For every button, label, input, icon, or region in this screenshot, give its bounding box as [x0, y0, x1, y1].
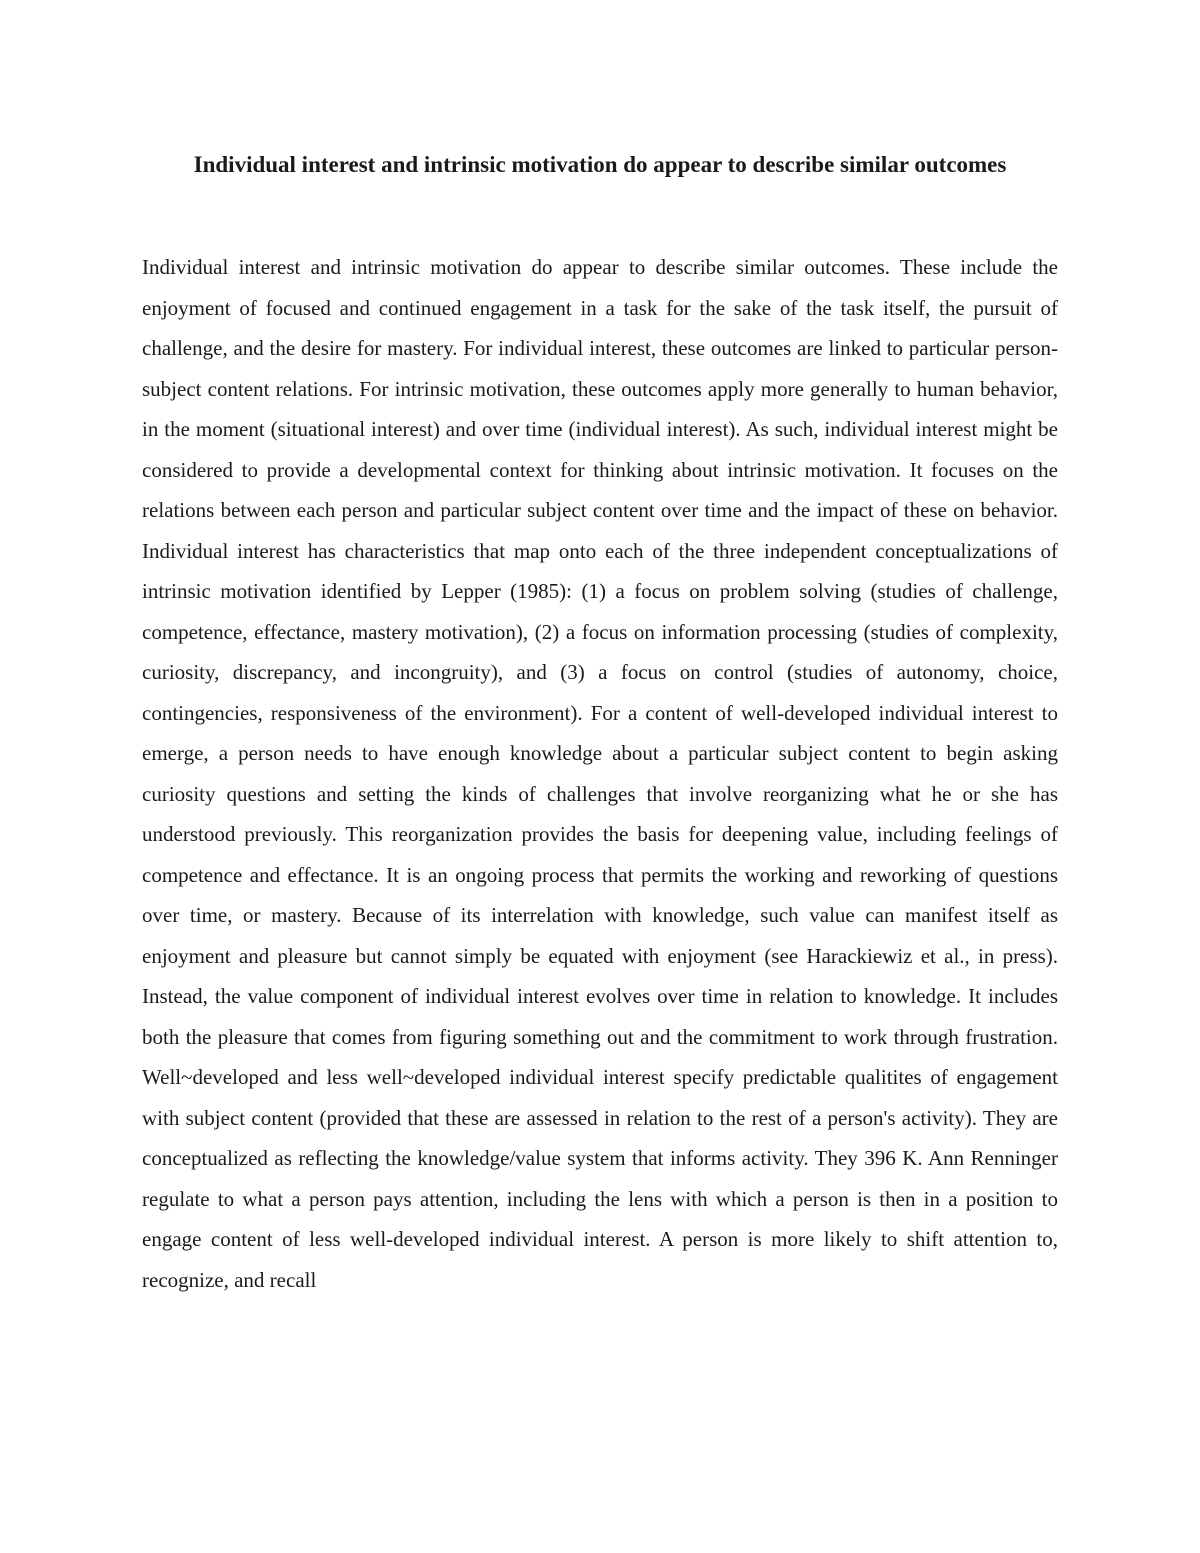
document-title: Individual interest and intrinsic motivation do appear to describe similar outcomes	[193, 152, 1007, 177]
document-body-paragraph: Individual interest and intrinsic motivation do appear to describe similar outcomes. These include the enjoyment of focused and continued engagement in a task for the sake of the task itself, the pursuit of challenge, and the desire for mastery. For individual interest, these outcomes are linked to particular person-subject content relations. For intrinsic motivation, these outcomes apply more generally to human behavior, in the moment (situational interest) and over time (individual interest). As such, individual interest might be considered to provide a developmental context for thinking about intrinsic motivation. It focuses on the relations between each person and particular subject content over time and the impact of these on behavior. Individual interest has characteristics that map onto each of the three independent conceptualizations of intrinsic motivation identified by Lepper (1985): (1) a focus on problem solving (studies of challenge, competence, effectance, mastery motivation), (2) a focus on information processing (studies of complexity, curiosity, discrepancy, and incongruity), and (3) a focus on control (studies of autonomy, choice, contingencies, responsiveness of the environment). For a content of well-developed individual interest to emerge, a person needs to have enough knowledge about a particular subject content to begin asking curiosity questions and setting the kinds of challenges that involve reorganizing what he or she has understood previously. This reorganization provides the basis for deepening value, including feelings of competence and effectance. It is an ongoing process that permits the working and reworking of questions over time, or mastery. Because of its interrelation with knowledge, such value can manifest itself as enjoyment and pleasure but cannot simply be equated with enjoyment (see Harackiewiz et al., in press). Instead, the value component of individual interest evolves over time in relation to knowledge. It includes both the pleasure that comes from figuring something out and the commitment to work through frustration. Well~developed and less well~developed individual interest specify predictable qualitites of engagement with subject content (provided that these are assessed in relation to the rest of a person's activity). They are conceptualized as reflecting the knowledge/value system that informs activity. They 396 K. Ann Renninger regulate to what a person pays attention, including the lens with which a person is then in a position to engage content of less well-developed individual interest. A person is more likely to shift attention to, recognize, and recall	[142, 255, 1058, 1292]
